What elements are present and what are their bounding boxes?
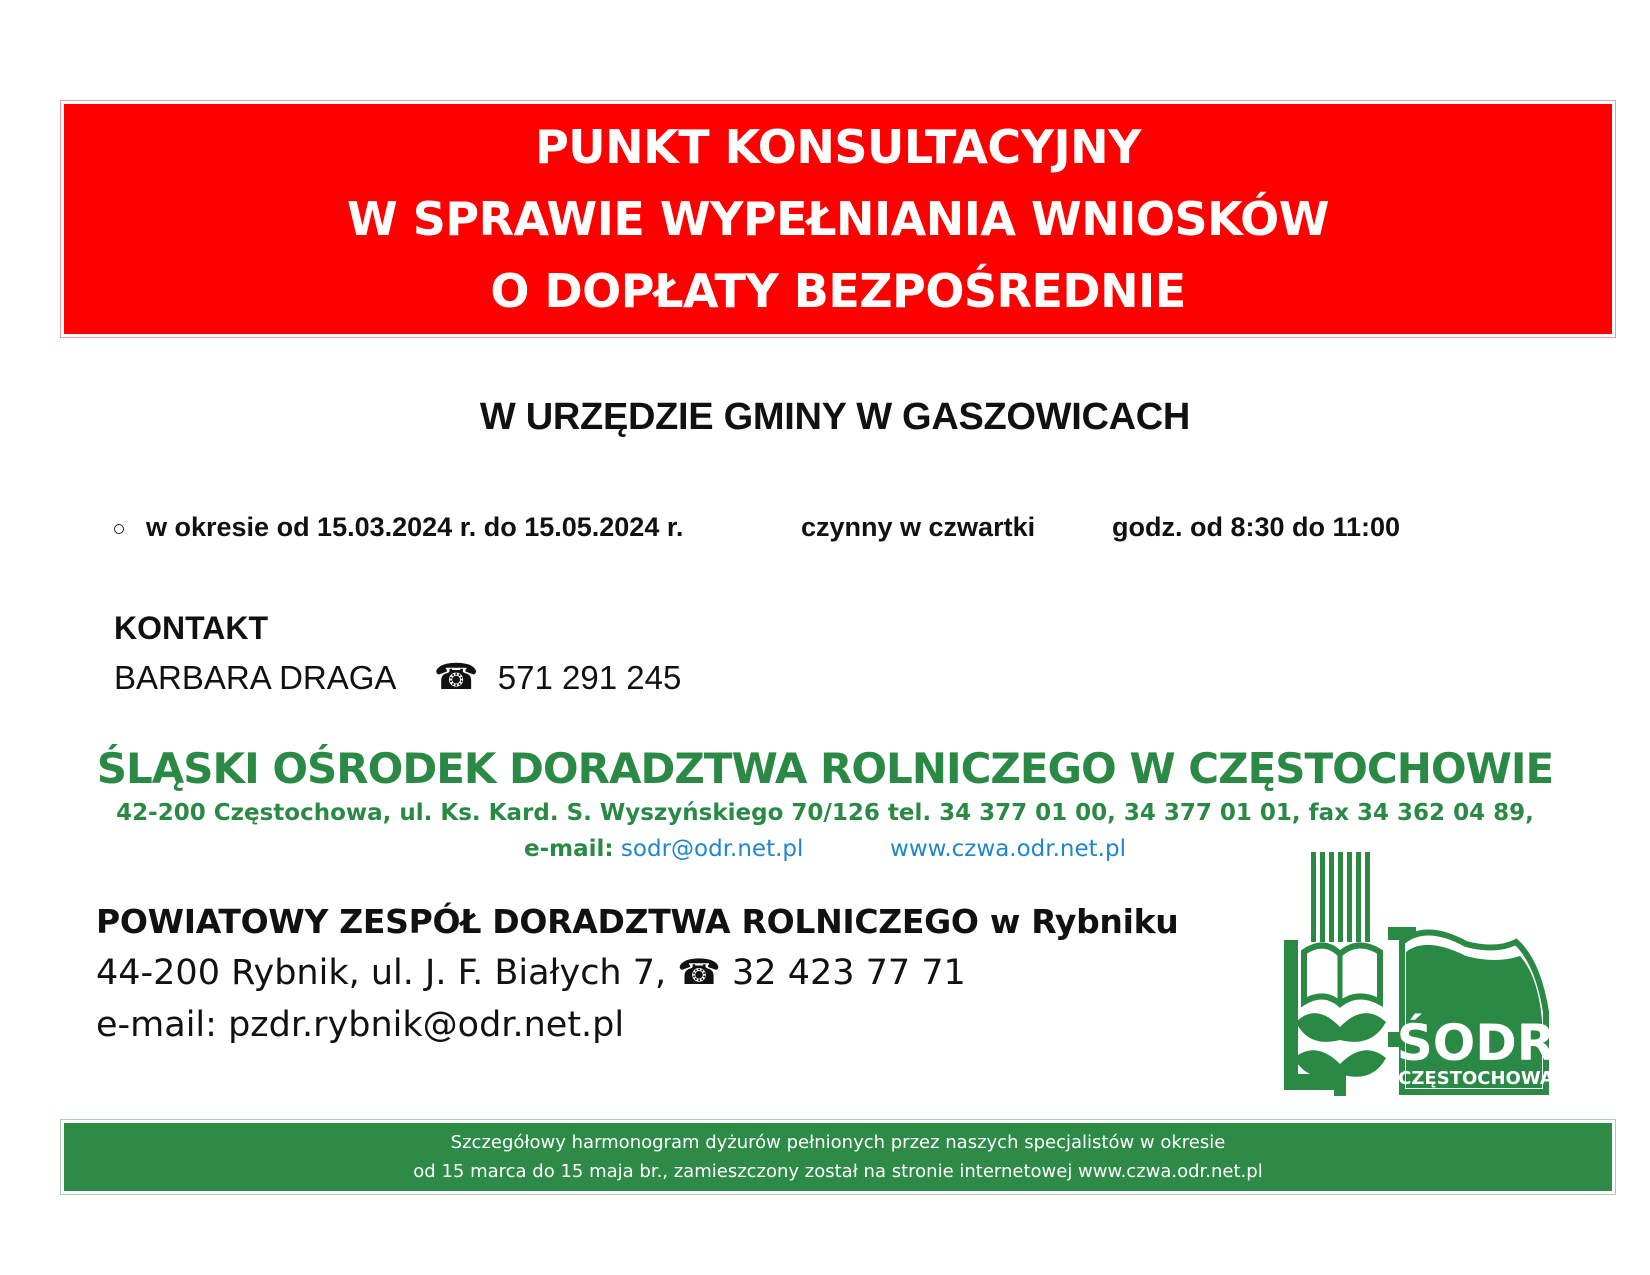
schedule-row (0, 512, 1650, 552)
organization-address: 42-200 Częstochowa, ul. Ks. Kard. S. Wyszyńskiego 70/126 tel. 34 377 01 00, 34 377 01 01, fax 34 362 04 89, (116, 800, 1534, 826)
logo-text-sub: CZĘSTOCHOWA (1398, 1068, 1554, 1089)
organization-website-link[interactable]: www.czwa.odr.net.pl (890, 836, 1126, 862)
banner-title-line-3: O DOPŁATY BEZPOŚREDNIE (490, 264, 1186, 318)
header-banner (64, 104, 1612, 334)
organization-name: ŚLĄSKI OŚRODEK DORADZTWA ROLNICZEGO W CZĘSTOCHOWIE (96, 744, 1554, 793)
contact-name: BARBARA DRAGA (114, 659, 395, 696)
phone-icon: ☎ (433, 656, 479, 697)
schedule-period: w okresie od 15.03.2024 r. do 15.05.2024 r. (146, 512, 684, 542)
contact-row (114, 656, 681, 698)
logo-text-main: ŚODR (1396, 1014, 1556, 1072)
footer-banner (64, 1123, 1612, 1191)
venue-heading: W URZĘDZIE GMINY W GASZOWICACH (479, 396, 1191, 438)
pzdr-block (96, 902, 1178, 1045)
footer-line-1: Szczegółowy harmonogram dyżurów pełnionych przez naszych specjalistów w okresie (450, 1132, 1226, 1153)
contact-heading: KONTAKT (114, 610, 269, 646)
schedule-days: czynny w czwartki (801, 512, 1036, 542)
organization-email-link[interactable]: sodr@odr.net.pl (620, 836, 804, 862)
email-label: e-mail: (524, 836, 614, 862)
phone-icon: ☎ (677, 953, 721, 993)
banner-title-line-1: PUNKT KONSULTACYJNY (535, 120, 1141, 174)
footer-line-2: od 15 marca do 15 maja br., zamieszczony został na stronie internetowej www.czwa.odr.net.pl (413, 1161, 1263, 1182)
banner-title-line-2: W SPRAWIE WYPEŁNIANIA WNIOSKÓW (346, 192, 1330, 246)
bullet-icon (114, 524, 124, 534)
pzdr-address: 44-200 Rybnik, ul. J. F. Białych 7, (96, 953, 667, 993)
pzdr-phone: 32 423 77 71 (732, 953, 966, 993)
sodr-logo-icon (1276, 852, 1566, 1112)
pzdr-email: e-mail: pzdr.rybnik@odr.net.pl (96, 1005, 625, 1045)
pzdr-address-line (96, 953, 1178, 993)
pzdr-title: POWIATOWY ZESPÓŁ DORADZTWA ROLNICZEGO w Rybniku (96, 902, 1179, 941)
contact-phone: 571 291 245 (497, 659, 682, 696)
schedule-hours: godz. od 8:30 do 11:00 (1112, 512, 1401, 542)
